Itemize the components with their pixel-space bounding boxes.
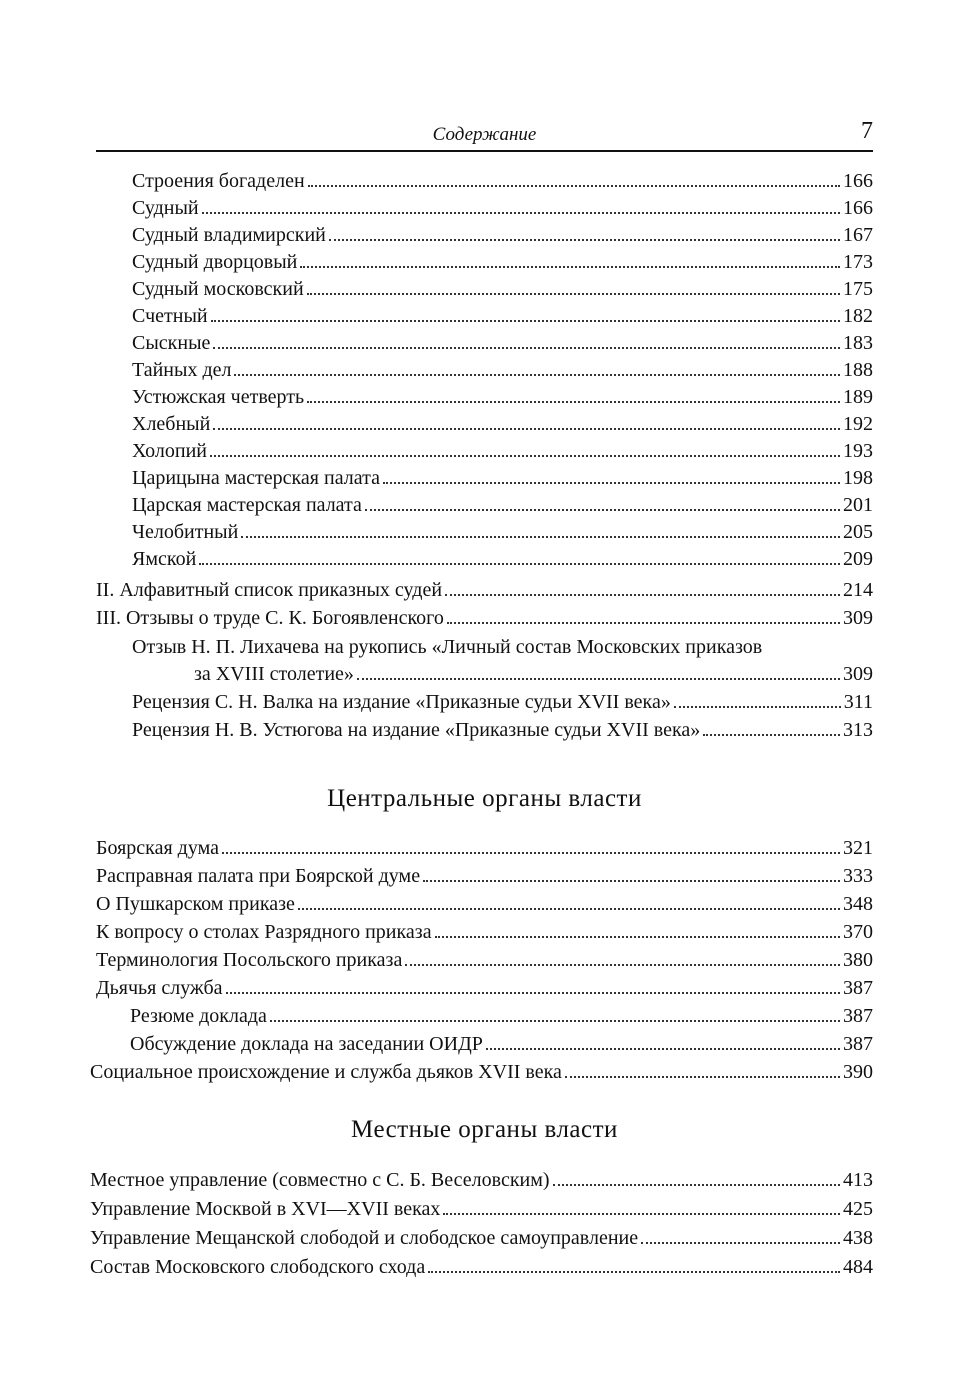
toc-entry[interactable] xyxy=(132,249,873,276)
section-heading-local: Местные органы власти xyxy=(351,1116,618,1143)
toc-entry-label: Судный дворцовый xyxy=(132,251,298,273)
toc-entry-page: 370 xyxy=(843,921,873,943)
toc-entry-label: Обсуждение доклада на заседании ОИДР xyxy=(130,1033,483,1055)
toc-entry-page: 387 xyxy=(843,1005,873,1027)
toc-entry-label: II. Алфавитный список приказных судей xyxy=(96,579,443,601)
leader-dots xyxy=(213,342,840,349)
leader-dots xyxy=(307,288,840,295)
toc-entry-page: 380 xyxy=(843,949,873,971)
toc-entry-label: Расправная палата при Боярской думе xyxy=(96,865,421,887)
running-header xyxy=(96,120,873,152)
toc-entry-page: 311 xyxy=(843,691,873,713)
toc-entry-page: 309 xyxy=(843,663,873,685)
toc-entry[interactable] xyxy=(132,492,873,519)
running-title: Содержание xyxy=(432,124,537,145)
leader-dots xyxy=(703,729,840,736)
toc-entry[interactable] xyxy=(90,1225,873,1252)
toc-entry[interactable] xyxy=(132,168,873,195)
toc-entry[interactable] xyxy=(132,222,873,249)
toc-entry[interactable] xyxy=(132,195,873,222)
toc-entry-page: 198 xyxy=(843,467,873,489)
toc-entry-page: 183 xyxy=(843,332,873,354)
toc-entry-label: Царицына мастерская палата xyxy=(132,467,380,489)
toc-entry-label: Судный xyxy=(132,197,199,219)
toc-entry[interactable] xyxy=(132,546,873,573)
toc-entry-label: Судный московский xyxy=(132,278,304,300)
toc-entry-page: 333 xyxy=(843,865,873,887)
toc-entry[interactable] xyxy=(90,1167,873,1194)
toc-entry-label: III. Отзывы о труде С. К. Богоявленского xyxy=(96,607,444,629)
toc-entry-label: Ямской xyxy=(132,548,197,570)
leader-dots xyxy=(383,477,840,484)
toc-entry-page: 167 xyxy=(843,224,873,246)
leader-dots xyxy=(443,1208,840,1215)
toc-entry[interactable] xyxy=(132,330,873,357)
toc-entry-page: 309 xyxy=(843,607,873,629)
toc-entry-label: Царская мастерская палата xyxy=(132,494,362,516)
leader-dots xyxy=(405,959,840,966)
leader-dots xyxy=(234,369,840,376)
toc-entry-label: Челобитный xyxy=(132,521,239,543)
leader-dots xyxy=(241,531,840,538)
leader-dots xyxy=(428,1266,840,1273)
toc-entry-label: Резюме доклада xyxy=(130,1005,267,1027)
leader-dots xyxy=(222,847,840,854)
leader-dots xyxy=(553,1179,840,1186)
leader-dots xyxy=(213,423,840,430)
toc-entry-label: Хлебный xyxy=(132,413,211,435)
leader-dots xyxy=(565,1071,840,1078)
toc-entry-label: Рецензия Н. В. Устюгова на издание «Приказные судьи XVII века» xyxy=(132,719,701,741)
toc-entry-valk[interactable] xyxy=(132,689,873,716)
toc-entry-page: 214 xyxy=(843,579,873,601)
toc-entry-page: 484 xyxy=(843,1256,873,1278)
toc-entry-page: 438 xyxy=(843,1227,873,1249)
leader-dots xyxy=(226,987,840,994)
leader-dots xyxy=(486,1043,840,1050)
leader-dots xyxy=(435,931,840,938)
toc-entry-label: Отзыв Н. П. Лихачева на рукопись «Личный состав Московских приказов xyxy=(132,636,763,658)
leader-dots xyxy=(329,234,840,241)
toc-entry-label: Управление Москвой в XVI—XVII веках xyxy=(90,1198,441,1220)
leader-dots xyxy=(641,1237,840,1244)
toc-entry[interactable] xyxy=(132,411,873,438)
toc-entry-page: 390 xyxy=(843,1061,873,1083)
toc-entry-label: Сыскные xyxy=(132,332,211,354)
toc-entry-likhachev-line1[interactable] xyxy=(132,634,873,661)
toc-entry[interactable] xyxy=(132,276,873,303)
toc-entry[interactable] xyxy=(96,891,873,918)
toc-entry-page: 192 xyxy=(843,413,873,435)
leader-dots xyxy=(199,558,840,565)
leader-dots xyxy=(307,396,840,403)
toc-part-2[interactable] xyxy=(96,577,873,604)
toc-entry-label: Холопий xyxy=(132,440,208,462)
toc-entry-label: Местное управление (совместно с С. Б. Веселовским) xyxy=(90,1169,550,1191)
leader-dots xyxy=(423,875,840,882)
toc-entry-page: 166 xyxy=(843,197,873,219)
toc-entry-label: Устюжская четверть xyxy=(132,386,305,408)
toc-entry[interactable] xyxy=(90,1059,873,1086)
toc-entry-label: Строения богаделен xyxy=(132,170,305,192)
leader-dots xyxy=(445,589,840,596)
toc-part-3[interactable] xyxy=(96,605,873,632)
toc-entry-page: 413 xyxy=(843,1169,873,1191)
toc-entry[interactable] xyxy=(96,919,873,946)
toc-entry-label: Состав Московского слободского схода xyxy=(90,1256,426,1278)
toc-entry-label: Дьячья служба xyxy=(96,977,223,999)
leader-dots xyxy=(211,315,840,322)
toc-entry-page: 313 xyxy=(843,719,873,741)
toc-entry[interactable] xyxy=(132,357,873,384)
leader-dots xyxy=(210,450,840,457)
toc-entry-page: 425 xyxy=(843,1198,873,1220)
leader-dots xyxy=(300,261,840,268)
section-heading-central: Центральные органы власти xyxy=(327,785,642,812)
toc-entry[interactable] xyxy=(90,1254,873,1281)
leader-dots xyxy=(298,903,840,910)
toc-entry-page: 193 xyxy=(843,440,873,462)
toc-entry-page: 387 xyxy=(843,977,873,999)
toc-entry[interactable] xyxy=(132,519,873,546)
toc-entry-label: Социальное происхождение и служба дьяков XVII века xyxy=(90,1061,562,1083)
toc-entry[interactable] xyxy=(96,975,873,1002)
toc-entry-label: Боярская дума xyxy=(96,837,219,859)
toc-entry-label: Тайных дел xyxy=(132,359,232,381)
toc-entry-likhachev-line2[interactable] xyxy=(194,661,873,688)
toc-entry-page: 166 xyxy=(843,170,873,192)
toc-entry-label: за XVIII столетие» xyxy=(194,663,354,685)
leader-dots xyxy=(357,673,840,680)
toc-entry-page: 188 xyxy=(843,359,873,381)
toc-entry-page: 182 xyxy=(843,305,873,327)
toc-entry[interactable] xyxy=(132,303,873,330)
toc-entry-label: Терминология Посольского приказа xyxy=(96,949,403,971)
leader-dots xyxy=(447,617,840,624)
toc-entry[interactable] xyxy=(96,947,873,974)
toc-entry[interactable] xyxy=(132,384,873,411)
toc-entry-page: 387 xyxy=(843,1033,873,1055)
toc-entry[interactable] xyxy=(130,1003,873,1030)
toc-entry-label: Управление Мещанской слободой и слободское самоуправление xyxy=(90,1227,639,1249)
toc-entry[interactable] xyxy=(132,465,873,492)
toc-entry[interactable] xyxy=(130,1031,873,1058)
leader-dots xyxy=(270,1015,840,1022)
toc-entry-page: 209 xyxy=(843,548,873,570)
toc-entry-page: 173 xyxy=(843,251,873,273)
toc-entry-label: К вопросу о столах Разрядного приказа xyxy=(96,921,432,943)
leader-dots xyxy=(674,701,841,708)
page-number: 7 xyxy=(861,118,873,144)
toc-entry-page: 321 xyxy=(843,837,873,859)
toc-entry-page: 201 xyxy=(843,494,873,516)
toc-entry[interactable] xyxy=(132,438,873,465)
toc-entry-label: Судный владимирский xyxy=(132,224,326,246)
toc-entry[interactable] xyxy=(90,1196,873,1223)
toc-entry-page: 205 xyxy=(843,521,873,543)
toc-entry[interactable] xyxy=(96,863,873,890)
toc-entry-label: Счетный xyxy=(132,305,208,327)
toc-entry-page: 189 xyxy=(843,386,873,408)
leader-dots xyxy=(202,207,840,214)
toc-entry-page: 175 xyxy=(843,278,873,300)
toc-entry[interactable] xyxy=(96,835,873,862)
leader-dots xyxy=(365,504,840,511)
toc-entry-label: О Пушкарском приказе xyxy=(96,893,295,915)
leader-dots xyxy=(308,180,840,187)
toc-entry-page: 348 xyxy=(843,893,873,915)
toc-entry-label: Рецензия С. Н. Валка на издание «Приказные судьи XVII века» xyxy=(132,691,671,713)
toc-entry-ustyugov[interactable] xyxy=(132,717,873,744)
